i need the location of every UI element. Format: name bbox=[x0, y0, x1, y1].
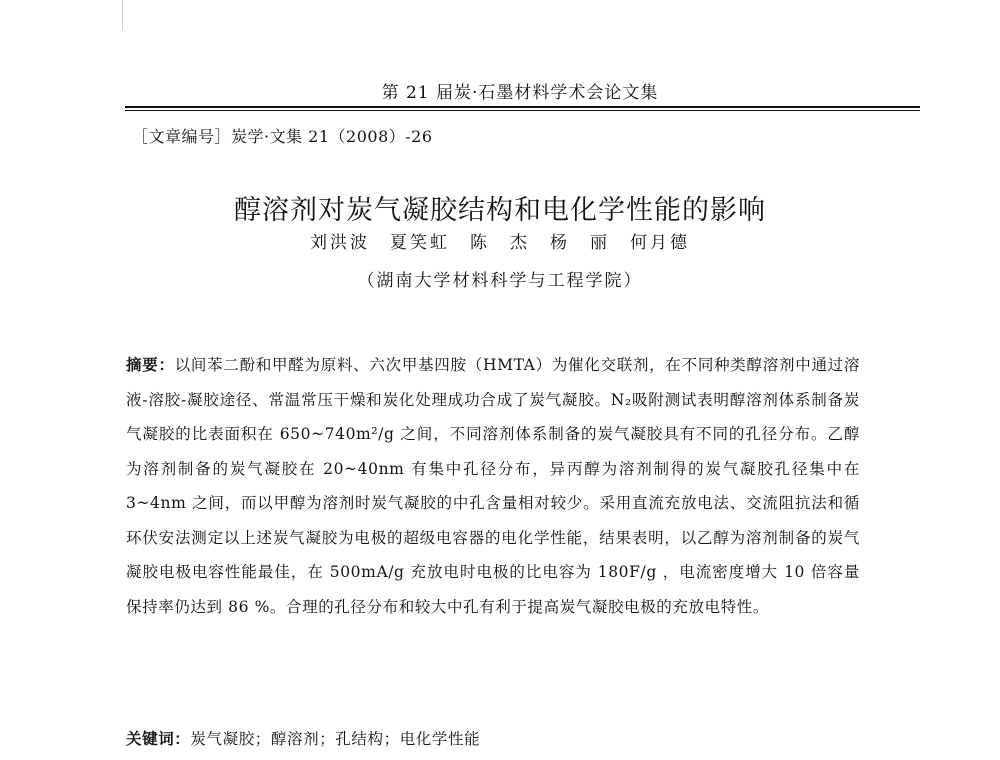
abstract bbox=[126, 348, 860, 624]
article-number: ［文章编号］炭学·文集 21（2008）-26 bbox=[132, 127, 433, 146]
keywords-text: 炭气凝胶；醇溶剂；孔结构；电化学性能 bbox=[190, 730, 481, 748]
scan-edge-mark bbox=[122, 0, 123, 30]
paper-title: 醇溶剂对炭气凝胶结构和电化学性能的影响 bbox=[234, 195, 766, 227]
author-list: 刘洪波 夏笑虹 陈 杰 杨 丽 何月德 bbox=[310, 233, 690, 253]
abstract-text: 以间苯二酚和甲醛为原料、六次甲基四胺（HMTA）为催化交联剂，在不同种类醇溶剂中通过溶液-溶胶-凝胶途径、常温常压干燥和炭化处理成功合成了炭气凝胶。N₂吸附测试表明醇溶剂体系制备炭气凝胶的比表面积在 650~740m²/g 之间，不同溶剂体系制备的炭气凝胶具有不同的孔径分布。乙醇为溶剂制备的炭气凝胶在 20~40nm 有集中孔径分布，异丙醇为溶剂制得的炭气凝胶孔径集中在 3~4nm 之间，而以甲醇为溶剂时炭气凝胶的中孔含量相对较少。采用直流充放电法、交流阻抗法和循环伏安法测定以上述炭气凝胶为电极的超级电容器的电化学性能，结果表明，以乙醇为溶剂制备的炭气凝胶电极电容性能最佳，在 500mA/g 充放电时电极的比电容为 180F/g ，电流密度增大 10 倍容量保持率仍达到 86 %。合理的孔径分布和较大中孔有利于提高炭气凝胶电极的充放电特性。 bbox=[126, 356, 860, 616]
keywords bbox=[126, 727, 860, 749]
affiliation: （湖南大学材料科学与工程学院） bbox=[357, 271, 643, 291]
abstract-label: 摘要： bbox=[126, 355, 175, 374]
header-rule-thick bbox=[125, 106, 920, 108]
keywords-label: 关键词： bbox=[126, 729, 191, 748]
header-rule-thin bbox=[125, 110, 920, 111]
running-head: 第 21 届炭·石墨材料学术会论文集 bbox=[381, 83, 659, 103]
